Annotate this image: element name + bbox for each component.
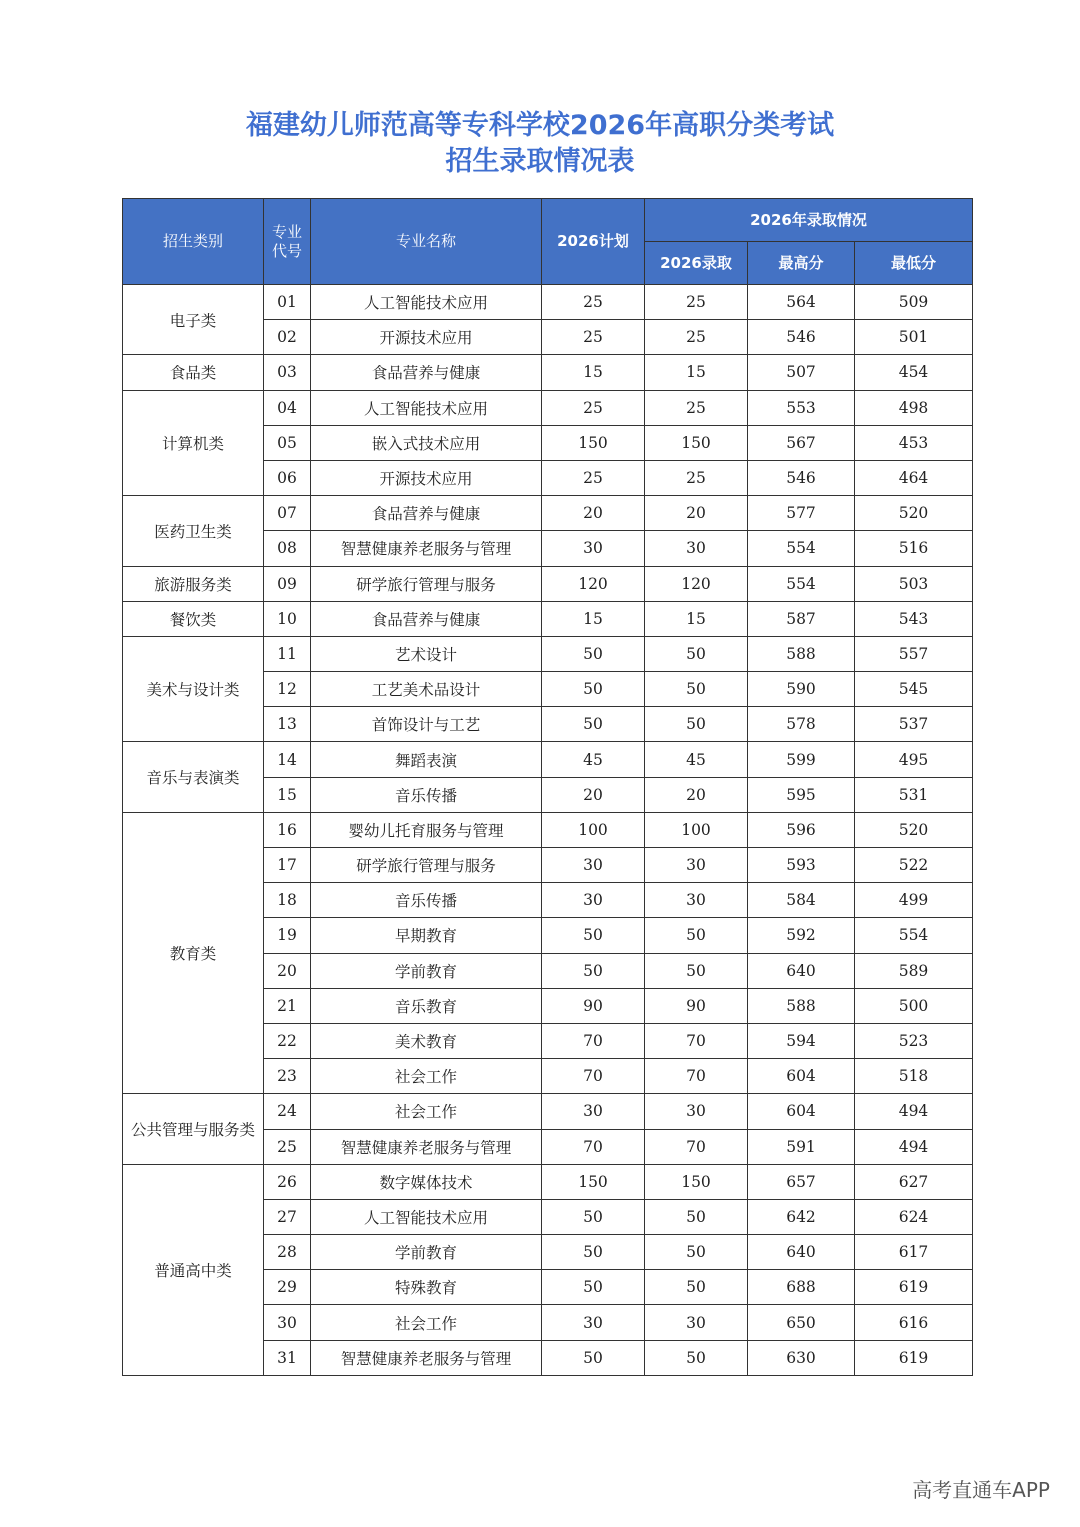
cell-min: 543 [855,601,973,636]
cell-plan: 50 [542,1199,645,1234]
cell-plan: 45 [542,742,645,777]
cell-code: 09 [264,566,311,601]
cell-code: 27 [264,1199,311,1234]
cell-max: 640 [748,1235,855,1270]
cell-min: 531 [855,777,973,812]
cell-min: 503 [855,566,973,601]
cell-max: 587 [748,601,855,636]
cell-min: 616 [855,1305,973,1340]
cell-category: 音乐与表演类 [123,742,264,812]
cell-max: 567 [748,425,855,460]
cell-admitted: 50 [645,953,748,988]
cell-code: 15 [264,777,311,812]
cell-max: 640 [748,953,855,988]
cell-admitted: 15 [645,601,748,636]
table-row [123,812,973,847]
cell-major: 舞蹈表演 [311,742,542,777]
cell-admitted: 150 [645,1164,748,1199]
cell-major: 食品营养与健康 [311,601,542,636]
cell-plan: 30 [542,531,645,566]
cell-code: 13 [264,707,311,742]
table-row [123,1094,973,1129]
cell-plan: 15 [542,601,645,636]
table-row [123,601,973,636]
cell-major: 智慧健康养老服务与管理 [311,1129,542,1164]
cell-code: 16 [264,812,311,847]
cell-admitted: 30 [645,1305,748,1340]
cell-min: 522 [855,848,973,883]
cell-admitted: 20 [645,496,748,531]
cell-max: 564 [748,285,855,320]
cell-major: 社会工作 [311,1094,542,1129]
cell-admitted: 25 [645,460,748,495]
cell-plan: 15 [542,355,645,390]
cell-min: 501 [855,320,973,355]
cell-code: 03 [264,355,311,390]
cell-category: 食品类 [123,355,264,390]
cell-plan: 50 [542,707,645,742]
cell-max: 594 [748,1023,855,1058]
cell-category: 教育类 [123,812,264,1094]
cell-admitted: 20 [645,777,748,812]
cell-max: 553 [748,390,855,425]
cell-major: 音乐传播 [311,777,542,812]
cell-min: 617 [855,1235,973,1270]
cell-min: 624 [855,1199,973,1234]
table-row [123,285,973,320]
cell-plan: 30 [542,883,645,918]
cell-min: 453 [855,425,973,460]
cell-max: 604 [748,1094,855,1129]
header-plan: 2026计划 [542,199,645,285]
cell-plan: 25 [542,390,645,425]
cell-code: 30 [264,1305,311,1340]
cell-major: 食品营养与健康 [311,496,542,531]
cell-code: 10 [264,601,311,636]
cell-admitted: 70 [645,1059,748,1094]
cell-major: 艺术设计 [311,636,542,671]
cell-admitted: 50 [645,918,748,953]
cell-max: 507 [748,355,855,390]
title-line-2: 招生录取情况表 [445,146,635,177]
cell-major: 人工智能技术应用 [311,1199,542,1234]
cell-plan: 100 [542,812,645,847]
cell-code: 04 [264,390,311,425]
cell-code: 14 [264,742,311,777]
cell-max: 584 [748,883,855,918]
cell-code: 07 [264,496,311,531]
cell-code: 23 [264,1059,311,1094]
cell-plan: 50 [542,1340,645,1375]
cell-major: 美术教育 [311,1023,542,1058]
cell-min: 464 [855,460,973,495]
cell-code: 02 [264,320,311,355]
header-code-line1: 专业 [271,222,302,241]
cell-admitted: 50 [645,672,748,707]
cell-major: 嵌入式技术应用 [311,425,542,460]
cell-code: 19 [264,918,311,953]
cell-max: 554 [748,566,855,601]
cell-plan: 70 [542,1059,645,1094]
cell-plan: 50 [542,918,645,953]
cell-major: 早期教育 [311,918,542,953]
cell-plan: 25 [542,285,645,320]
cell-plan: 70 [542,1023,645,1058]
cell-category: 旅游服务类 [123,566,264,601]
cell-admitted: 90 [645,988,748,1023]
cell-max: 588 [748,636,855,671]
cell-plan: 50 [542,1235,645,1270]
cell-plan: 25 [542,460,645,495]
cell-min: 619 [855,1270,973,1305]
cell-min: 537 [855,707,973,742]
cell-plan: 120 [542,566,645,601]
cell-plan: 30 [542,1305,645,1340]
table-row [123,636,973,671]
cell-code: 25 [264,1129,311,1164]
cell-plan: 150 [542,1164,645,1199]
cell-max: 588 [748,988,855,1023]
cell-major: 首饰设计与工艺 [311,707,542,742]
cell-min: 520 [855,496,973,531]
cell-category: 医药卫生类 [123,496,264,566]
cell-plan: 30 [542,848,645,883]
table-row [123,742,973,777]
cell-major: 学前教育 [311,953,542,988]
cell-plan: 50 [542,636,645,671]
cell-plan: 90 [542,988,645,1023]
cell-major: 智慧健康养老服务与管理 [311,531,542,566]
cell-code: 06 [264,460,311,495]
cell-max: 546 [748,460,855,495]
table-row [123,355,973,390]
table-row [123,390,973,425]
cell-admitted: 30 [645,848,748,883]
header-major: 专业名称 [311,199,542,285]
cell-min: 554 [855,918,973,953]
cell-code: 24 [264,1094,311,1129]
cell-admitted: 50 [645,1270,748,1305]
admission-table [122,198,973,1376]
cell-plan: 50 [542,1270,645,1305]
cell-major: 学前教育 [311,1235,542,1270]
cell-min: 494 [855,1129,973,1164]
cell-admitted: 15 [645,355,748,390]
header-code [264,199,311,285]
cell-plan: 70 [542,1129,645,1164]
cell-major: 食品营养与健康 [311,355,542,390]
cell-max: 650 [748,1305,855,1340]
cell-max: 591 [748,1129,855,1164]
cell-max: 578 [748,707,855,742]
cell-max: 592 [748,918,855,953]
cell-max: 593 [748,848,855,883]
cell-max: 595 [748,777,855,812]
cell-admitted: 50 [645,1340,748,1375]
cell-admitted: 25 [645,390,748,425]
cell-plan: 20 [542,777,645,812]
cell-min: 619 [855,1340,973,1375]
cell-code: 08 [264,531,311,566]
cell-admitted: 50 [645,707,748,742]
cell-admitted: 70 [645,1129,748,1164]
cell-code: 20 [264,953,311,988]
cell-category: 公共管理与服务类 [123,1094,264,1164]
cell-major: 婴幼儿托育服务与管理 [311,812,542,847]
cell-code: 21 [264,988,311,1023]
cell-code: 22 [264,1023,311,1058]
cell-plan: 50 [542,672,645,707]
cell-code: 17 [264,848,311,883]
cell-min: 495 [855,742,973,777]
cell-code: 26 [264,1164,311,1199]
cell-category: 计算机类 [123,390,264,496]
header-category: 招生类别 [123,199,264,285]
cell-admitted: 120 [645,566,748,601]
cell-code: 11 [264,636,311,671]
cell-admitted: 30 [645,531,748,566]
cell-major: 社会工作 [311,1305,542,1340]
cell-min: 454 [855,355,973,390]
cell-max: 657 [748,1164,855,1199]
cell-admitted: 30 [645,883,748,918]
table-row [123,566,973,601]
cell-min: 545 [855,672,973,707]
cell-admitted: 45 [645,742,748,777]
cell-major: 音乐教育 [311,988,542,1023]
cell-min: 509 [855,285,973,320]
cell-min: 557 [855,636,973,671]
cell-category: 美术与设计类 [123,636,264,742]
cell-min: 499 [855,883,973,918]
cell-max: 688 [748,1270,855,1305]
cell-admitted: 30 [645,1094,748,1129]
cell-min: 589 [855,953,973,988]
cell-major: 数字媒体技术 [311,1164,542,1199]
cell-code: 01 [264,285,311,320]
cell-major: 研学旅行管理与服务 [311,566,542,601]
cell-code: 31 [264,1340,311,1375]
table-row [123,496,973,531]
cell-major: 开源技术应用 [311,460,542,495]
header-code-line2: 代号 [271,241,302,260]
cell-major: 智慧健康养老服务与管理 [311,1340,542,1375]
cell-min: 523 [855,1023,973,1058]
cell-major: 音乐传播 [311,883,542,918]
cell-code: 12 [264,672,311,707]
cell-max: 604 [748,1059,855,1094]
cell-code: 29 [264,1270,311,1305]
cell-max: 630 [748,1340,855,1375]
cell-min: 498 [855,390,973,425]
cell-min: 516 [855,531,973,566]
cell-min: 520 [855,812,973,847]
cell-code: 28 [264,1235,311,1270]
header-min: 最低分 [855,242,973,285]
cell-category: 电子类 [123,285,264,355]
cell-max: 546 [748,320,855,355]
cell-admitted: 25 [645,320,748,355]
cell-admitted: 70 [645,1023,748,1058]
cell-max: 590 [748,672,855,707]
cell-plan: 25 [542,320,645,355]
cell-min: 627 [855,1164,973,1199]
header-admission-group: 2026年录取情况 [645,199,973,242]
cell-max: 596 [748,812,855,847]
cell-major: 特殊教育 [311,1270,542,1305]
watermark: 高考直通车APP [912,1478,1050,1502]
title-line-1: 福建幼儿师范高等专科学校2026年高职分类考试 [245,110,835,141]
header-max: 最高分 [748,242,855,285]
cell-plan: 20 [542,496,645,531]
cell-category: 普通高中类 [123,1164,264,1375]
cell-major: 开源技术应用 [311,320,542,355]
table-row [123,1164,973,1199]
cell-major: 人工智能技术应用 [311,285,542,320]
table-body [123,285,973,1376]
cell-category: 餐饮类 [123,601,264,636]
cell-min: 500 [855,988,973,1023]
cell-admitted: 25 [645,285,748,320]
header-admitted: 2026录取 [645,242,748,285]
cell-plan: 50 [542,953,645,988]
cell-plan: 150 [542,425,645,460]
cell-major: 研学旅行管理与服务 [311,848,542,883]
cell-admitted: 100 [645,812,748,847]
cell-admitted: 150 [645,425,748,460]
cell-major: 人工智能技术应用 [311,390,542,425]
document-title [0,108,1080,180]
cell-min: 494 [855,1094,973,1129]
cell-major: 社会工作 [311,1059,542,1094]
cell-min: 518 [855,1059,973,1094]
cell-max: 577 [748,496,855,531]
cell-plan: 30 [542,1094,645,1129]
cell-major: 工艺美术品设计 [311,672,542,707]
cell-admitted: 50 [645,1235,748,1270]
cell-max: 554 [748,531,855,566]
cell-admitted: 50 [645,636,748,671]
cell-max: 599 [748,742,855,777]
cell-code: 18 [264,883,311,918]
cell-code: 05 [264,425,311,460]
cell-max: 642 [748,1199,855,1234]
cell-admitted: 50 [645,1199,748,1234]
